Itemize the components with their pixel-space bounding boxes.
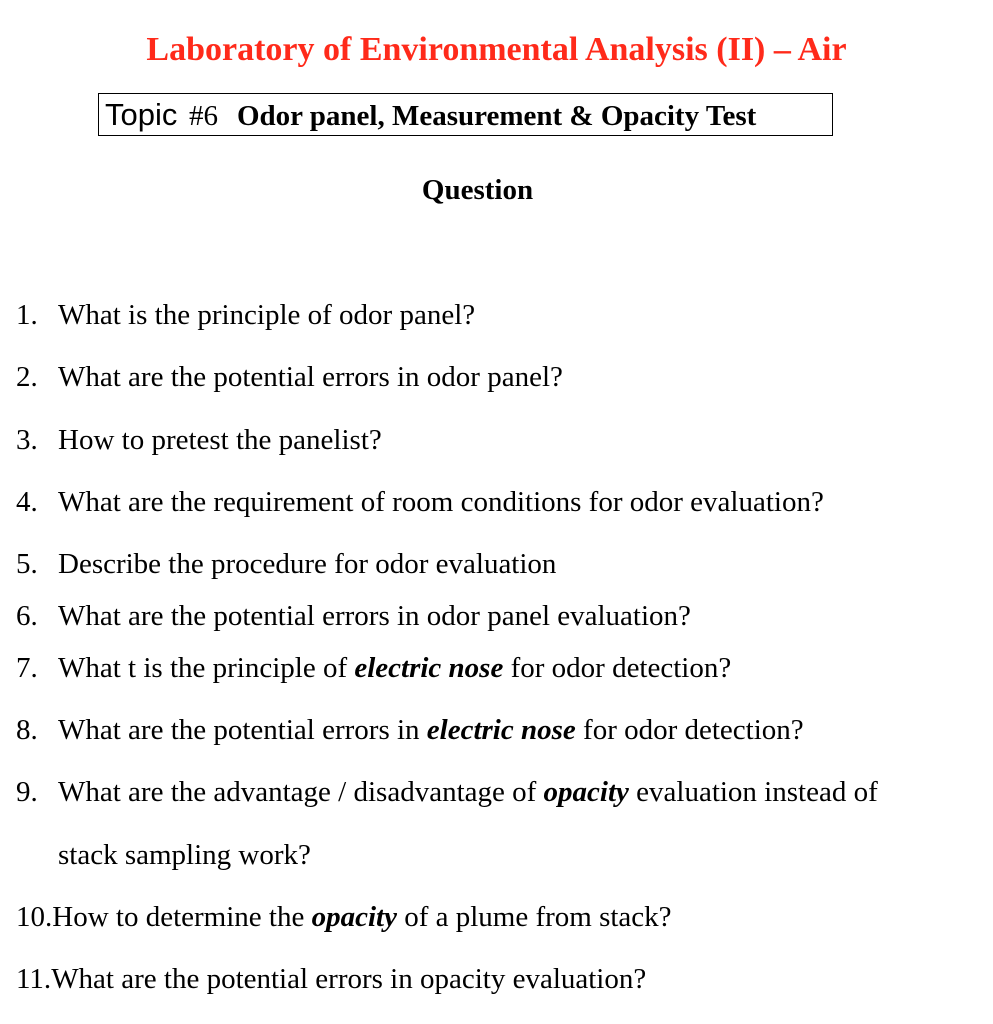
question-text (52, 897, 671, 937)
emphasized-term: opacity (543, 776, 629, 808)
topic-number: #6 (189, 100, 218, 132)
emphasized-term: electric nose (354, 652, 504, 684)
question-number: 4. (16, 486, 38, 518)
topic-title: Odor panel, Measurement & Opacity Test (237, 100, 757, 132)
question-text-segment: stack sampling work? (58, 839, 311, 871)
topic-prefix: Topic (105, 97, 178, 132)
question-number: 7. (16, 652, 38, 684)
question-item (0, 482, 993, 522)
question-item (0, 648, 993, 688)
question-text (58, 772, 878, 812)
question-item (0, 544, 993, 584)
question-item (0, 897, 993, 937)
question-number: 1. (16, 299, 38, 331)
question-item (0, 420, 993, 460)
question-text-segment: What are the advantage / disadvantage of (58, 776, 544, 808)
question-text (58, 596, 691, 636)
question-number: 6. (16, 600, 38, 632)
question-item (0, 295, 993, 335)
question-text (58, 648, 731, 688)
question-number: 5. (16, 548, 38, 580)
section-heading: Question (421, 174, 534, 206)
question-text-segment: How to pretest the panelist? (58, 424, 382, 456)
question-text-segment: What are the potential errors in odor panel? (58, 361, 563, 393)
document-title: Laboratory of Environmental Analysis (II) – Air (146, 31, 847, 68)
question-text (58, 544, 556, 584)
question-item (0, 710, 993, 750)
question-text-segment: What are the requirement of room conditions for odor evaluation? (58, 486, 824, 518)
question-text (58, 710, 804, 750)
emphasized-term: electric nose (426, 714, 576, 746)
topic-box (98, 93, 833, 136)
question-number: 3. (16, 424, 38, 456)
question-text-segment: How to determine the (52, 901, 312, 933)
question-item (0, 357, 993, 397)
question-number: 10. (16, 901, 53, 933)
question-text-segment: What are the potential errors in opacity evaluation? (51, 963, 647, 995)
question-text (51, 959, 646, 999)
question-text (58, 482, 824, 522)
question-text-segment: for odor detection? (503, 652, 732, 684)
question-text (58, 420, 382, 460)
question-item (0, 772, 993, 812)
question-number: 8. (16, 714, 38, 746)
question-number: 2. (16, 361, 38, 393)
question-continuation (0, 835, 993, 875)
question-text-segment: Describe the procedure for odor evaluation (58, 548, 557, 580)
question-text-segment: What are the potential errors in (58, 714, 427, 746)
question-text-segment: evaluation instead of (628, 776, 878, 808)
question-text-segment: What is the principle of odor panel? (58, 299, 476, 331)
question-number: 9. (16, 776, 38, 808)
question-text-segment: of a plume from stack? (396, 901, 672, 933)
question-text-segment: What t is the principle of (58, 652, 355, 684)
emphasized-term: opacity (311, 901, 397, 933)
question-text-segment: What are the potential errors in odor panel evaluation? (58, 600, 691, 632)
question-text-segment: for odor detection? (575, 714, 804, 746)
question-text (58, 357, 563, 397)
question-text (58, 835, 311, 875)
question-number: 11. (16, 963, 52, 995)
question-item (0, 596, 993, 636)
question-item (0, 959, 993, 999)
question-text (58, 295, 475, 335)
